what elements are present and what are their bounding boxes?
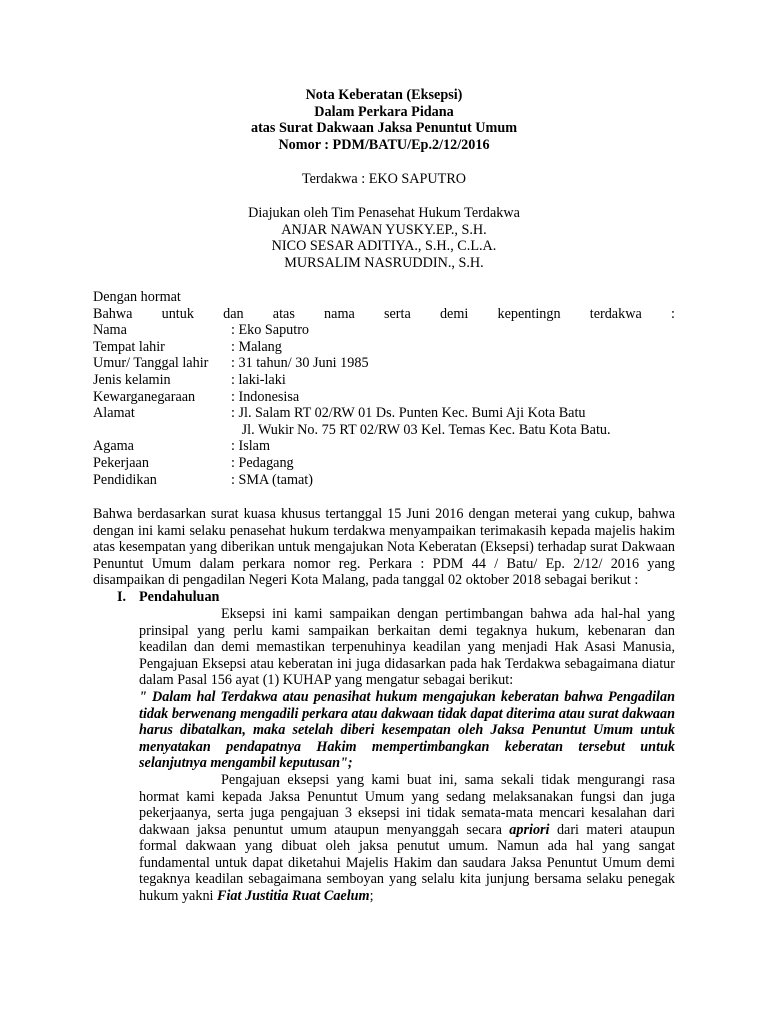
identity-value: Jl. Wukir No. 75 RT 02/RW 03 Kel. Temas Kec. Batu Kota Batu.	[231, 421, 611, 438]
main-content	[93, 506, 675, 905]
section-paragraph-2	[139, 772, 675, 905]
paragraph-text: dari materi ataupun formal dakwaan yang dibuat oleh jaksa penutut umum. Namun ada hal yang sangat fundamental untuk dapat diketahui Majelis Hakim dan saudara Jaksa Penuntut Umum demi tegaknya keadilan sebagaimana semboyan yang selalu kita junjung bersama selaku penegak hukum yakni	[139, 821, 675, 905]
opening-word: dan	[223, 305, 244, 322]
identity-value: : 31 tahun/ 30 Juni 1985	[231, 355, 369, 372]
counsel-block	[0, 205, 768, 271]
identity-label: Umur/ Tanggal lahir	[93, 355, 209, 372]
identity-label: Kewarganegaraan	[93, 388, 196, 405]
opening-word: kepentingn	[497, 305, 561, 322]
identity-label: Tempat lahir	[93, 338, 165, 355]
identity-value: : laki-laki	[231, 371, 286, 388]
identity-value: : Jl. Salam RT 02/RW 01 Ds. Punten Kec. Bumi Aji Kota Batu	[231, 405, 586, 422]
counsel-intro: Diajukan oleh Tim Penasehat Hukum Terdakwa	[248, 205, 520, 221]
paragraph-text: ;	[369, 888, 374, 905]
identity-label: Pekerjaan	[93, 454, 149, 471]
identity-value: : Eko Saputro	[231, 322, 310, 339]
identity-row	[93, 372, 675, 389]
defendant-line: Terdakwa : EKO SAPUTRO	[301, 171, 467, 187]
opening-word: untuk	[161, 305, 194, 322]
document-title	[0, 87, 768, 153]
title-line-3: atas Surat Dakwaan Jaksa Penuntut Umum	[250, 120, 518, 137]
identity-row	[93, 389, 675, 406]
opening-word: demi	[439, 305, 469, 322]
counsel-name: ANJAR NAWAN YUSKY.EP., S.H.	[281, 221, 487, 238]
identity-label: Alamat	[93, 405, 135, 422]
identity-value: : Islam	[231, 438, 271, 455]
opening-word: serta	[383, 305, 411, 322]
document-body	[93, 289, 675, 488]
identity-table	[93, 322, 675, 488]
identity-value: : SMA (tamat)	[231, 471, 313, 488]
section-title: Pendahuluan	[139, 588, 220, 605]
opening-word: nama	[324, 305, 355, 322]
legal-quote: " Dalam hal Terdakwa atau penasihat hukum mengajukan keberatan bahwa Pengadilan tidak berwenang mengadili perkara atau dakwaan tidak dapat diterima atau surat dakwaan harus dibatalkan, maka setelah diberi kesempatan oleh Jaksa Penuntut Umum untuk menyatakan pendapatnya Hakim mempertimbangkan keberatan tersebut untuk selanjutnya mengambil keputusan";	[139, 688, 675, 772]
identity-value: : Malang	[231, 338, 282, 355]
identity-row	[93, 322, 675, 339]
opening-word: atas	[272, 305, 295, 322]
greeting: Dengan hormat	[93, 289, 181, 305]
opening-word: terdakwa	[589, 305, 642, 322]
identity-label: Jenis kelamin	[93, 371, 171, 388]
identity-row	[93, 472, 675, 489]
body-paragraph: Bahwa berdasarkan surat kuasa khusus tertanggal 15 Juni 2016 dengan meterai yang cukup, bahwa dengan ini kami selaku penasehat hukum terdakwa menyampaikan terimakasih kepada majelis hakim atas kesempatan yang diberikan untuk mengajukan Nota Keberatan (Eksepsi) terhadap surat Dakwaan Penuntut Umum dalam perkara nomor reg. Perkara : PDM 44 / Batu/ Ep. 2/12/ 2016 yang disampaikan di pengadilan Negeri Kota Malang, pada tanggal 02 oktober 2018 sebagai berikut :	[93, 506, 675, 589]
identity-label: Nama	[93, 322, 127, 339]
identity-value: : Indonesisa	[231, 388, 300, 405]
title-line-2: Dalam Perkara Pidana	[314, 103, 454, 120]
identity-row	[93, 405, 675, 422]
section-content	[93, 606, 675, 905]
identity-label: Pendidikan	[93, 471, 157, 488]
title-line-4: Nomor : PDM/BATU/Ep.2/12/2016	[278, 136, 490, 153]
opening-word: :	[670, 305, 675, 322]
title-line-1: Nota Keberatan (Eksepsi)	[305, 87, 463, 103]
identity-row	[93, 455, 675, 472]
counsel-name: MURSALIM NASRUDDIN., S.H.	[284, 254, 484, 271]
opening-word: Bahwa	[93, 305, 133, 322]
identity-label: Agama	[93, 438, 134, 455]
section-paragraph-1: Eksepsi ini kami sampaikan dengan pertimbangan bahwa ada hal-hal yang prinsipal yang perlu kami sampaikan berkaitan demi tegaknya hukum, kebenaran dan keadilan dan demi memastikan terpenuhinya keadilan yang menjadi Hak Asasi Manusia, Pengajuan Eksepsi atau keberatan ini juga didasarkan pada hak Terdakwa sebagaimana diatur dalam Pasal 156 ayat (1) KUHAP yang mengatur sebagai berikut:	[139, 605, 675, 689]
counsel-name: NICO SESAR ADITIYA., S.H., C.L.A.	[271, 238, 497, 255]
paragraph-text: Pengajuan eksepsi yang kami buat ini, sama sekali tidak mengurangi rasa hormat kami kepada Jaksa Penuntut Umum yang sedang melaksanakan fungsi dan juga pekerjaanya, serta juga pengajuan 3 eksepsi ini tidak semata-mata mencari kesalahan dari dakwaan jaksa penuntut umum ataupun menyanggah secara	[139, 771, 675, 838]
identity-row	[93, 355, 675, 372]
emphasis-legal-maxim: Fiat Justitia Ruat Caelum	[217, 888, 370, 905]
identity-row	[93, 422, 675, 439]
identity-value: : Pedagang	[231, 454, 294, 471]
emphasis-apriori: apriori	[509, 821, 550, 838]
identity-row	[93, 438, 675, 455]
opening-line	[93, 306, 675, 323]
identity-row	[93, 339, 675, 356]
section-heading	[93, 589, 675, 606]
section-number: I.	[117, 588, 127, 605]
